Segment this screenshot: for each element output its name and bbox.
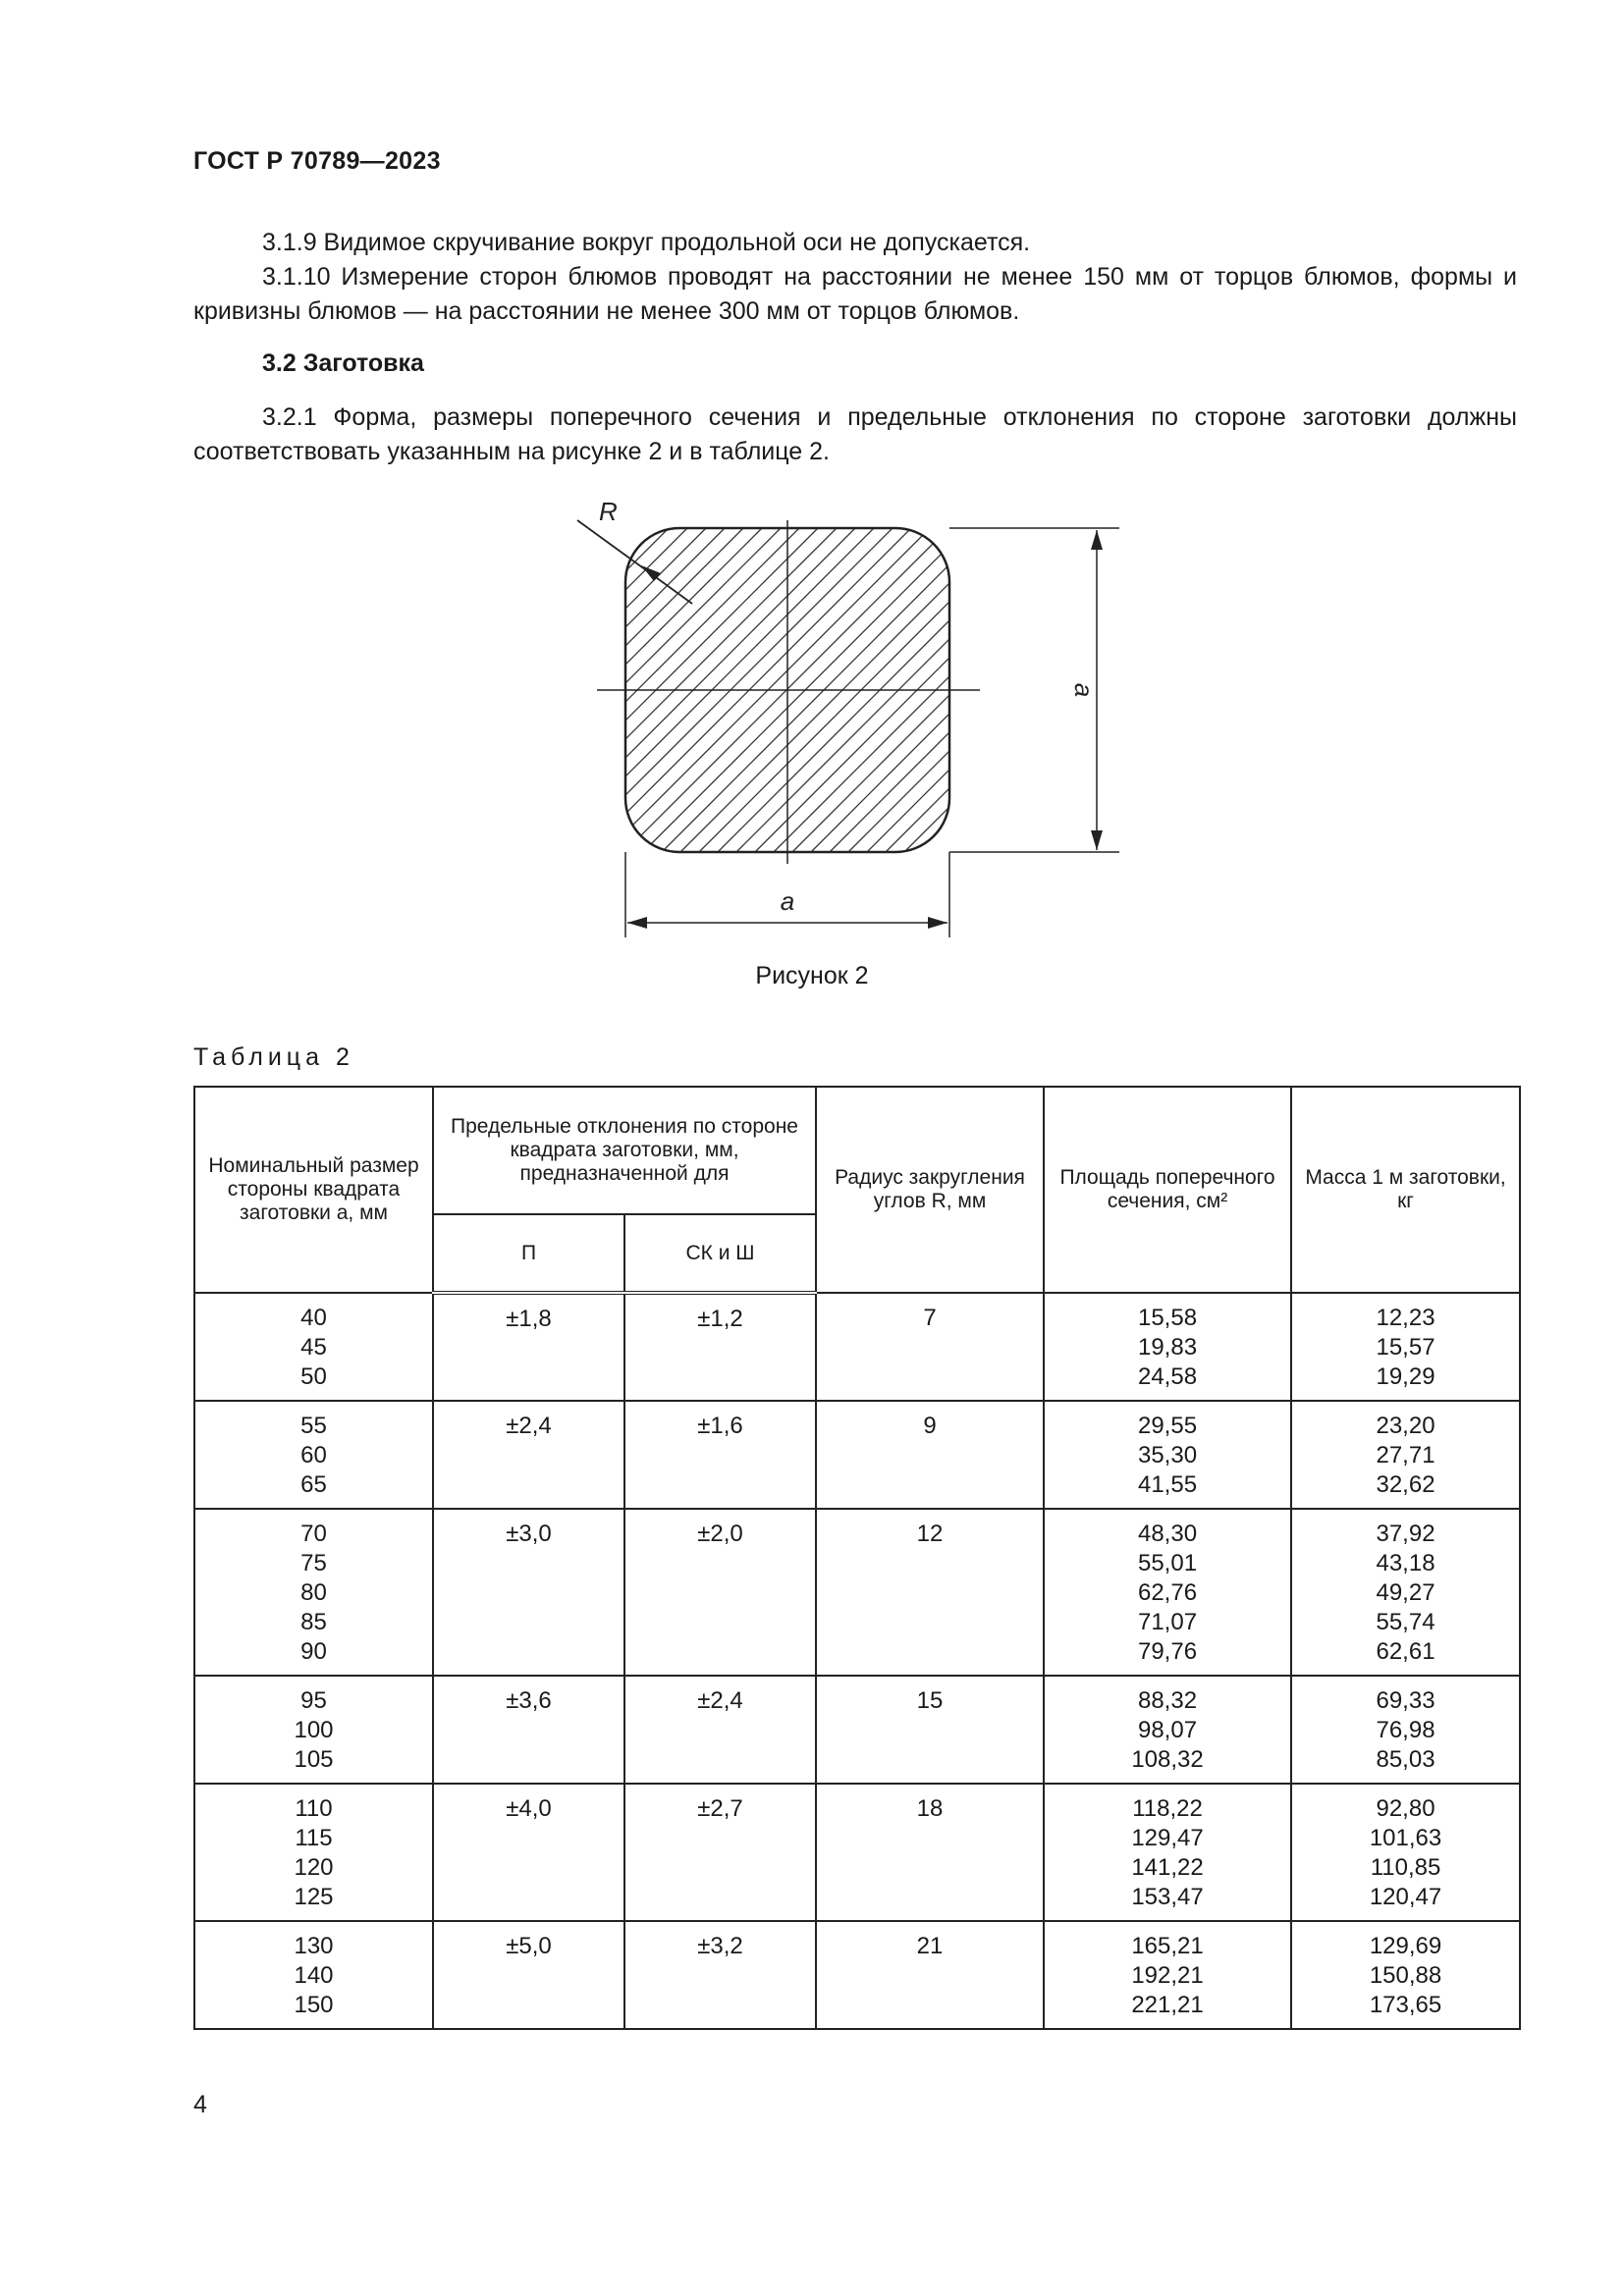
cell-area-value: 35,30 [1137, 1442, 1198, 1468]
cell-area-value: 55,01 [1137, 1550, 1198, 1576]
cell-size [194, 1293, 433, 1401]
cell-radius: 15 [816, 1676, 1044, 1784]
cell-mass [1291, 1784, 1520, 1921]
header-deviation-group: Предельные отклонения по стороне квадрата заготовки, мм, предназначенной для [433, 1087, 816, 1214]
table-row [194, 1401, 1520, 1509]
billet-cross-section-figure [569, 491, 1159, 952]
cell-area-value: 71,07 [1137, 1609, 1198, 1635]
cell-area-value: 165,21 [1131, 1933, 1204, 1959]
cell-size-value: 100 [294, 1717, 334, 1743]
cell-mass-value: 92,80 [1376, 1795, 1435, 1822]
cell-area [1044, 1676, 1291, 1784]
cell-mass-value: 12,23 [1376, 1305, 1435, 1331]
hatch-line [569, 528, 575, 852]
billet-dimensions-table [193, 1086, 1521, 2030]
paragraph-3-2-1: 3.2.1 Форма, размеры поперечного сечения и предельные отклонения по стороне заготовки должны соответствовать указанным на рисунке 2 и в таблице 2. [193, 403, 1517, 465]
cell-deviation-p: ±3,6 [433, 1676, 624, 1784]
section-heading: 3.2 Заготовка [262, 349, 424, 377]
cell-mass-value: 120,47 [1369, 1884, 1442, 1910]
cell-mass [1291, 1676, 1520, 1784]
cell-deviation-p: ±4,0 [433, 1784, 624, 1921]
cell-deviation-sk: ±2,7 [624, 1784, 816, 1921]
header-mass: Масса 1 м заготовки, кг [1291, 1087, 1520, 1293]
radius-label: R [599, 497, 618, 526]
cell-area-value: 129,47 [1131, 1825, 1204, 1851]
cell-mass-value: 101,63 [1369, 1825, 1442, 1851]
cell-size-value: 85 [300, 1609, 327, 1635]
arrow-left-icon [627, 917, 647, 929]
cell-mass-value: 32,62 [1376, 1471, 1435, 1498]
cell-area-value: 153,47 [1131, 1884, 1204, 1910]
cell-deviation-sk: ±2,0 [624, 1509, 816, 1676]
cell-mass [1291, 1509, 1520, 1676]
cell-size-value: 150 [294, 1992, 334, 2018]
cell-mass-value: 43,18 [1376, 1550, 1435, 1576]
paragraph-3-1-10: 3.1.10 Измерение сторон блюмов проводят на расстоянии не менее 150 мм от торцов блюмов, формы и кривизны блюмов — на расстоянии не менее 300 мм от торцов блюмов. [193, 263, 1517, 325]
cell-area-value: 108,32 [1131, 1746, 1204, 1773]
cell-deviation-p: ±5,0 [433, 1921, 624, 2029]
cell-mass-value: 173,65 [1369, 1992, 1442, 2018]
cell-mass-value: 76,98 [1376, 1717, 1435, 1743]
header-radius: Радиус закругления углов R, мм [816, 1087, 1044, 1293]
cell-size-value: 50 [300, 1363, 327, 1390]
cell-mass [1291, 1401, 1520, 1509]
cell-mass-value: 69,33 [1376, 1687, 1435, 1714]
cell-size [194, 1784, 433, 1921]
cell-deviation-sk: ±2,4 [624, 1676, 816, 1784]
cell-size-value: 110 [295, 1795, 333, 1822]
cell-mass-value: 62,61 [1376, 1638, 1435, 1665]
cell-mass-value: 110,85 [1370, 1854, 1441, 1881]
cell-deviation-sk: ±3,2 [624, 1921, 816, 2029]
header-nominal-size: Номинальный размер стороны квадрата заготовки а, мм [194, 1087, 433, 1293]
cell-size-value: 115 [295, 1825, 333, 1851]
cell-deviation-p: ±2,4 [433, 1401, 624, 1509]
cell-area-value: 118,22 [1132, 1795, 1203, 1822]
cell-area-value: 48,30 [1137, 1521, 1198, 1547]
cell-area-value: 24,58 [1137, 1363, 1198, 1390]
table-row [194, 1921, 1520, 2029]
cell-mass-value: 55,74 [1376, 1609, 1435, 1635]
cell-area-value: 19,83 [1137, 1334, 1198, 1361]
side-label-right: a [1069, 682, 1099, 698]
cell-radius: 7 [816, 1293, 1044, 1401]
cell-area-value: 79,76 [1137, 1638, 1198, 1665]
cell-size-value: 130 [294, 1933, 334, 1959]
cell-area-value: 41,55 [1137, 1471, 1198, 1498]
cell-size-value: 125 [294, 1884, 334, 1910]
cell-radius: 12 [816, 1509, 1044, 1676]
cell-area [1044, 1509, 1291, 1676]
radius-leader-line [577, 520, 692, 604]
cell-size-value: 80 [300, 1579, 327, 1606]
header-sub-sk: СК и Ш [624, 1214, 816, 1293]
cell-mass-value: 85,03 [1376, 1746, 1435, 1773]
cell-area-value: 29,55 [1137, 1413, 1198, 1439]
cell-area [1044, 1401, 1291, 1509]
table-row [194, 1676, 1520, 1784]
cell-radius: 21 [816, 1921, 1044, 2029]
cell-area-value: 62,76 [1137, 1579, 1198, 1606]
table-label: Таблица 2 [193, 1043, 354, 1071]
header-sub-p: П [433, 1214, 624, 1293]
cell-size-value: 140 [294, 1962, 334, 1989]
hatch-line [569, 528, 594, 852]
cell-area-value: 141,22 [1131, 1854, 1204, 1881]
cell-mass-value: 37,92 [1376, 1521, 1435, 1547]
cell-mass-value: 19,29 [1376, 1363, 1435, 1390]
side-label-bottom: a [780, 886, 795, 916]
cell-size-value: 105 [294, 1746, 334, 1773]
cell-size-value: 45 [300, 1334, 327, 1361]
cell-mass-value: 27,71 [1376, 1442, 1435, 1468]
cell-mass-value: 15,57 [1376, 1334, 1435, 1361]
cell-mass-value: 129,69 [1369, 1933, 1442, 1959]
hatch-line [960, 528, 1159, 852]
cell-radius: 18 [816, 1784, 1044, 1921]
cell-area [1044, 1784, 1291, 1921]
arrow-right-icon [928, 917, 947, 929]
cell-size-value: 95 [300, 1687, 327, 1714]
cell-size [194, 1401, 433, 1509]
hatch-line [979, 528, 1159, 852]
table-row [194, 1784, 1520, 1921]
cell-deviation-p: ±3,0 [433, 1509, 624, 1676]
cell-mass [1291, 1293, 1520, 1401]
cell-size-value: 75 [300, 1550, 327, 1576]
arrow-up-icon [1091, 530, 1103, 550]
cell-area-value: 221,21 [1131, 1992, 1204, 2018]
cell-radius: 9 [816, 1401, 1044, 1509]
cell-size-value: 60 [300, 1442, 327, 1468]
cell-area-value: 192,21 [1131, 1962, 1204, 1989]
cell-deviation-sk: ±1,6 [624, 1401, 816, 1509]
cell-area-value: 98,07 [1137, 1717, 1198, 1743]
cell-mass-value: 150,88 [1369, 1962, 1442, 1989]
cell-size [194, 1921, 433, 2029]
arrow-down-icon [1091, 830, 1103, 850]
cell-deviation-p: ±1,8 [433, 1293, 624, 1401]
cell-size-value: 40 [300, 1305, 327, 1331]
cell-size-value: 65 [300, 1471, 327, 1498]
cell-area [1044, 1921, 1291, 2029]
table-row [194, 1293, 1520, 1401]
cell-mass-value: 49,27 [1376, 1579, 1435, 1606]
cell-size [194, 1676, 433, 1784]
table-row [194, 1509, 1520, 1676]
cell-size-value: 55 [300, 1413, 327, 1439]
cell-area-value: 88,32 [1137, 1687, 1198, 1714]
header-area: Площадь поперечного сечения, см² [1044, 1087, 1291, 1293]
page-number: 4 [193, 2091, 207, 2118]
figure-caption: Рисунок 2 [755, 962, 869, 989]
cell-area [1044, 1293, 1291, 1401]
cell-size-value: 90 [300, 1638, 327, 1665]
cell-size [194, 1509, 433, 1676]
cell-size-value: 70 [300, 1521, 327, 1547]
cell-size-value: 120 [294, 1854, 334, 1881]
cell-mass-value: 23,20 [1376, 1413, 1435, 1439]
cell-mass [1291, 1921, 1520, 2029]
document-header: ГОСТ Р 70789—2023 [193, 147, 441, 175]
paragraph-3-1-9: 3.1.9 Видимое скручивание вокруг продольной оси не допускается. [262, 229, 1031, 256]
cell-area-value: 15,58 [1137, 1305, 1198, 1331]
cell-deviation-sk: ±1,2 [624, 1293, 816, 1401]
